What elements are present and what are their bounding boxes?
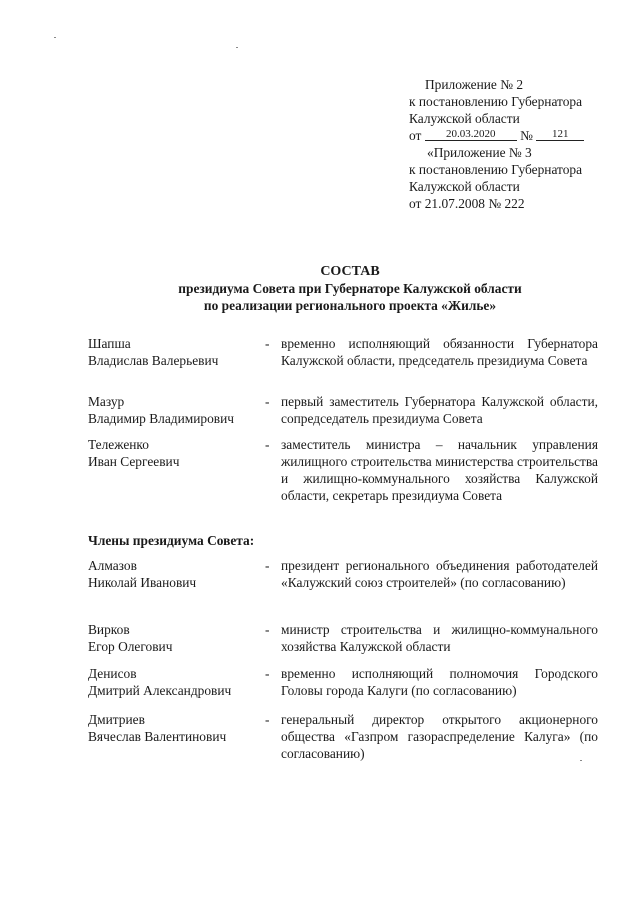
member-role: первый заместитель Губернатора Калужской области, сопредседатель президиума Совета bbox=[281, 394, 598, 426]
dash-separator: - bbox=[265, 558, 270, 573]
member-surname: Денисов bbox=[88, 666, 137, 681]
prior-appendix-region: Калужской области bbox=[409, 179, 520, 194]
decree-number-field: 121 bbox=[536, 129, 584, 141]
title-heading: СОСТАВ bbox=[320, 264, 380, 279]
member-given-names: Егор Олегович bbox=[88, 639, 173, 654]
member-surname: Алмазов bbox=[88, 558, 137, 573]
members-heading: Члены президиума Совета: bbox=[88, 533, 255, 548]
appendix-title: Приложение № 2 bbox=[425, 77, 524, 92]
member-role: временно исполняющий полномочия Городского Головы города Калуги (по согласованию) bbox=[281, 666, 598, 698]
appendix-region: Калужской области bbox=[409, 111, 520, 126]
member-given-names: Вячеслав Валентинович bbox=[88, 729, 227, 744]
member-given-names: Иван Сергеевич bbox=[88, 454, 180, 469]
member-name bbox=[88, 557, 263, 591]
member-surname: Дмитриев bbox=[88, 712, 145, 727]
member-given-names: Дмитрий Александрович bbox=[88, 683, 232, 698]
member-name bbox=[88, 335, 263, 369]
appendix-date-line bbox=[409, 127, 584, 144]
member-role: президент регионального объединения работодателей «Калужский союз строителей» (по согласованию) bbox=[281, 558, 598, 590]
member-name bbox=[88, 621, 263, 655]
scan-speck bbox=[54, 37, 56, 38]
member-name bbox=[88, 711, 263, 745]
dash-separator: - bbox=[265, 712, 270, 727]
member-given-names: Николай Иванович bbox=[88, 575, 197, 590]
dash-separator: - bbox=[265, 394, 270, 409]
dash-separator: - bbox=[265, 622, 270, 637]
decree-date-field: 20.03.2020 bbox=[425, 129, 517, 141]
member-given-names: Владислав Валерьевич bbox=[88, 353, 219, 368]
title-line-2: президиума Совета при Губернаторе Калужской области bbox=[178, 281, 522, 296]
member-surname: Тележенко bbox=[88, 437, 149, 452]
prior-appendix-decree-ref: к постановлению Губернатора bbox=[409, 162, 583, 177]
document-title bbox=[100, 263, 600, 314]
from-label: от bbox=[409, 128, 422, 143]
member-role: министр строительства и жилищно-коммунального хозяйства Калужской области bbox=[281, 622, 598, 654]
member-role: генеральный директор открытого акционерного общества «Газпром газораспределение Калуга» (по согласованию) bbox=[281, 712, 598, 761]
dash-separator: - bbox=[265, 437, 270, 452]
member-role: заместитель министра – начальник управления жилищного строительства министерства строительства и жилищно-коммунального хозяйства Калужской области, секретарь президиума Совета bbox=[281, 437, 598, 503]
prior-appendix-date: от 21.07.2008 № 222 bbox=[409, 196, 525, 211]
member-given-names: Владимир Владимирович bbox=[88, 411, 235, 426]
member-surname: Мазур bbox=[88, 394, 125, 409]
appendix-decree-ref: к постановлению Губернатора bbox=[409, 94, 583, 109]
title-line-3: по реализации регионального проекта «Жилье» bbox=[203, 298, 497, 313]
member-name bbox=[88, 665, 263, 699]
member-surname: Вирков bbox=[88, 622, 130, 637]
prior-appendix-block bbox=[409, 144, 582, 212]
number-label: № bbox=[520, 128, 533, 143]
dash-separator: - bbox=[265, 336, 270, 351]
member-name bbox=[88, 436, 263, 470]
prior-appendix-title: «Приложение № 3 bbox=[427, 145, 532, 160]
member-name bbox=[88, 393, 263, 427]
appendix-block bbox=[409, 76, 584, 144]
scan-speck bbox=[236, 47, 238, 48]
member-role: временно исполняющий обязанности Губернатора Калужской области, председатель президиума Совета bbox=[281, 336, 598, 368]
member-surname: Шапша bbox=[88, 336, 131, 351]
dash-separator: - bbox=[265, 666, 270, 681]
